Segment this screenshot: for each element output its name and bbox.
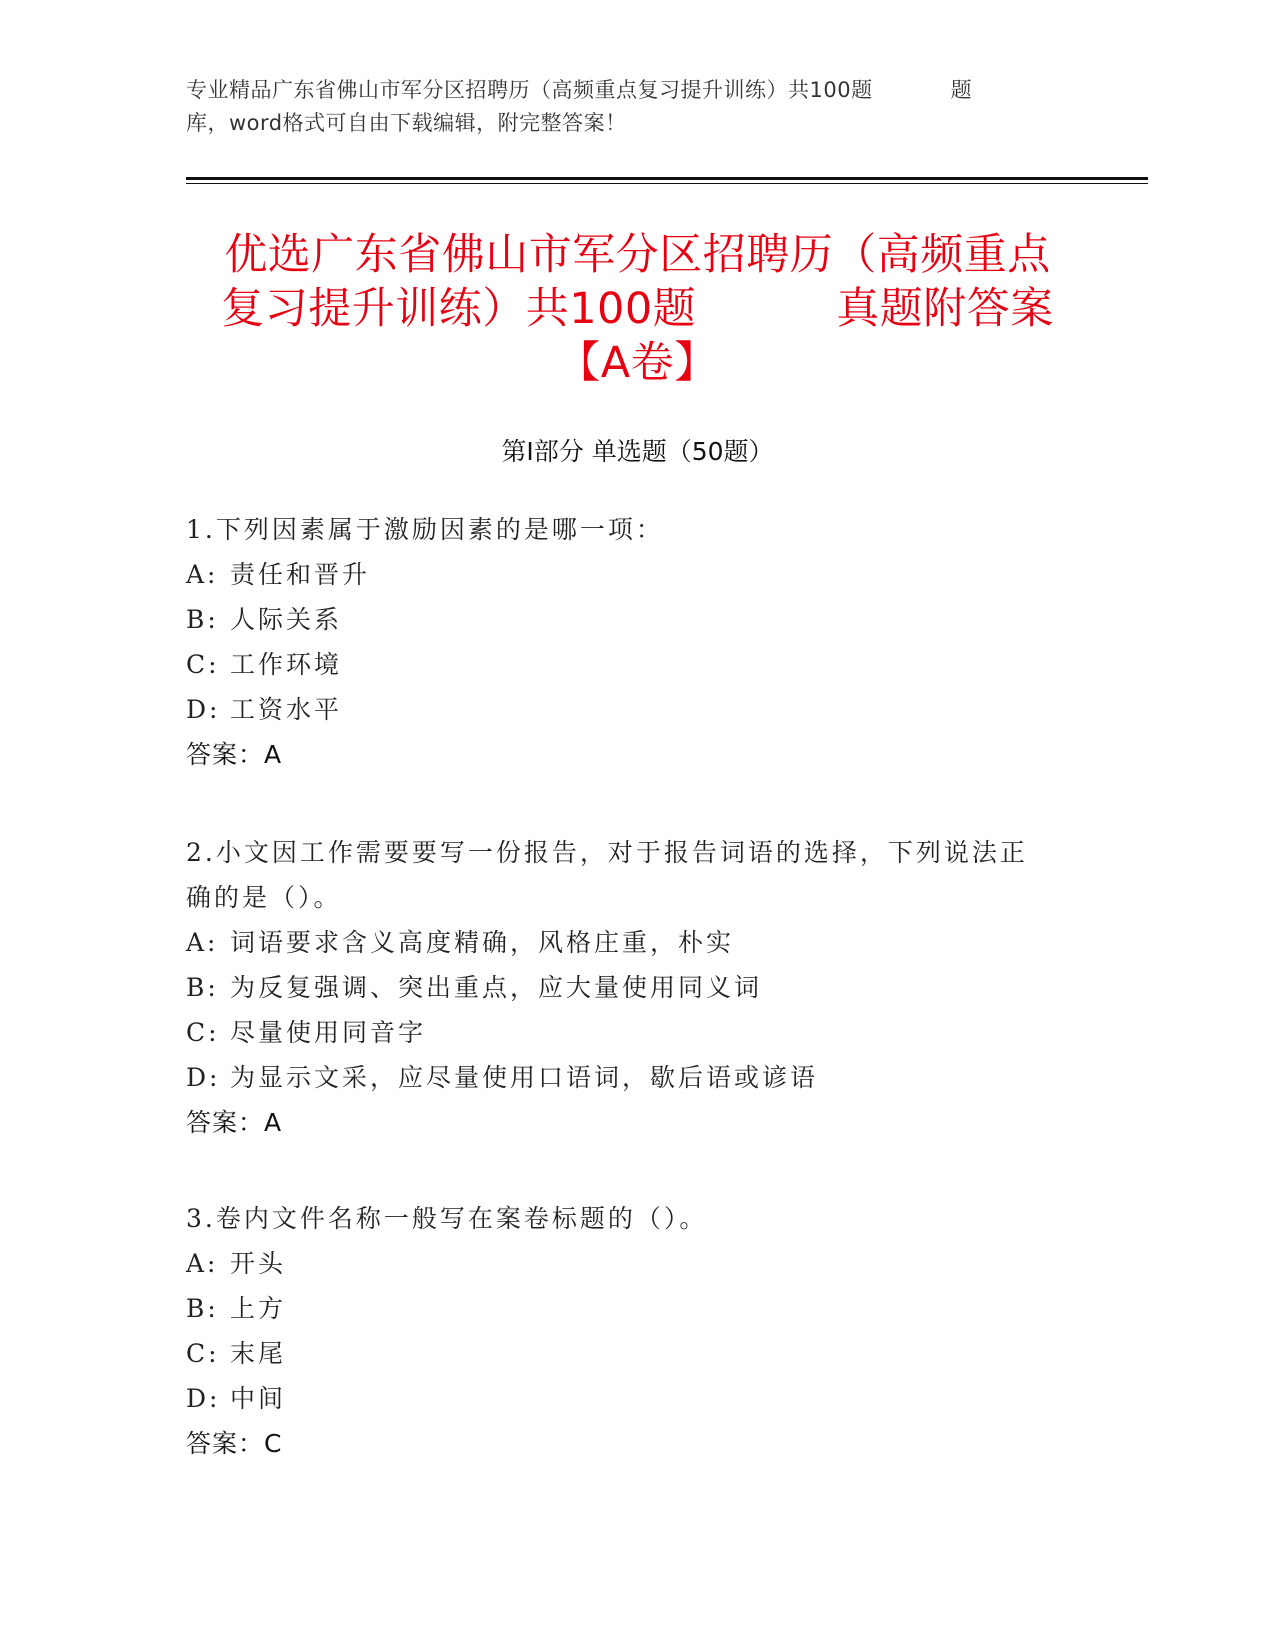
option-text: 工资水平	[230, 695, 343, 724]
question-stem-continued: 确的是（）。	[186, 883, 342, 912]
answer-line: 答案：C	[186, 1429, 283, 1458]
question-stem: 2.小文因工作需要要写一份报告，对于报告词语的选择，下列说法正	[186, 838, 1028, 867]
option-label: C:	[186, 1018, 220, 1047]
question-3	[186, 1196, 1086, 1466]
document-title	[186, 228, 1089, 390]
option-label: B:	[186, 605, 219, 634]
option-label: C:	[186, 650, 220, 679]
option-text: 为反复强调、突出重点，应大量使用同义词	[230, 973, 763, 1002]
header-divider-thick	[186, 177, 1148, 180]
option-label: B:	[186, 1294, 219, 1323]
option-c	[186, 1331, 1086, 1376]
option-c	[186, 642, 1086, 687]
question-stem: 3.卷内文件名称一般写在案卷标题的（）。	[186, 1204, 708, 1233]
option-label: C:	[186, 1339, 220, 1368]
option-text: 中间	[230, 1384, 287, 1413]
title-line-2-right: 真题附答案	[836, 284, 1054, 334]
document-header-note	[186, 74, 1086, 140]
option-label: A:	[186, 928, 219, 957]
option-a	[186, 1241, 1086, 1286]
option-b	[186, 1286, 1086, 1331]
option-label: A:	[186, 1249, 219, 1278]
section-title: 第I部分 单选题（50题）	[501, 437, 774, 466]
option-text: 人际关系	[230, 605, 343, 634]
answer-line: 答案：A	[186, 1108, 283, 1137]
question-stem: 1.下列因素属于激励因素的是哪一项：	[186, 515, 664, 544]
option-label: D:	[186, 695, 221, 724]
option-c	[186, 1010, 1086, 1055]
option-b	[186, 965, 1086, 1010]
header-divider-thin	[186, 183, 1148, 184]
header-line-2: 库，word格式可自由下载编辑，附完整答案！	[186, 111, 627, 135]
option-label: A:	[186, 560, 219, 589]
option-a	[186, 920, 1086, 965]
option-text: 工作环境	[230, 650, 343, 679]
option-text: 开头	[230, 1249, 287, 1278]
header-line-1	[186, 74, 1086, 107]
title-line-1: 优选广东省佛山市军分区招聘历（高频重点	[224, 230, 1051, 280]
option-text: 词语要求含义高度精确，风格庄重，朴实	[230, 928, 735, 957]
option-label: D:	[186, 1063, 221, 1092]
option-d	[186, 1376, 1086, 1421]
option-a	[186, 552, 1086, 597]
option-text: 为显示文采，应尽量使用口语词，歇后语或谚语	[230, 1063, 819, 1092]
option-text: 尽量使用同音字	[230, 1018, 427, 1047]
option-text: 责任和晋升	[230, 560, 371, 589]
option-text: 末尾	[230, 1339, 287, 1368]
title-line-2-left: 复习提升训练）共100题	[221, 284, 697, 334]
option-b	[186, 597, 1086, 642]
option-label: B:	[186, 973, 219, 1002]
answer-line: 答案：A	[186, 740, 283, 769]
option-d	[186, 1055, 1086, 1100]
question-2	[186, 830, 1086, 1145]
header-line-1-right: 题	[950, 78, 973, 102]
option-d	[186, 687, 1086, 732]
title-line-2	[186, 282, 1089, 336]
header-line-1-left: 专业精品广东省佛山市军分区招聘历（高频重点复习提升训练）共100题	[186, 78, 873, 102]
option-text: 上方	[230, 1294, 287, 1323]
option-label: D:	[186, 1384, 221, 1413]
question-1	[186, 507, 1086, 777]
title-line-3: 【A卷】	[557, 338, 718, 388]
